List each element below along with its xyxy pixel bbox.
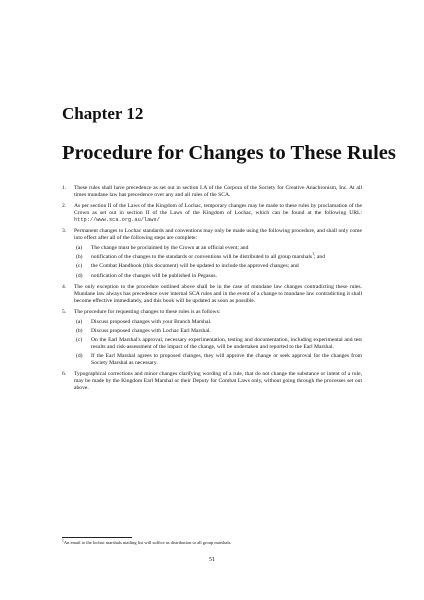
item-number: 3.	[62, 227, 67, 234]
sub-item	[74, 337, 362, 351]
item-number: 6.	[62, 371, 67, 378]
laws-url-link[interactable]: http://www.sca.org.au/laws/	[74, 216, 160, 223]
sub-item-label: (d)	[76, 272, 83, 279]
sub-list	[74, 319, 362, 368]
sub-item-label: (c)	[76, 263, 83, 270]
rules-list	[62, 185, 362, 396]
list-item	[62, 371, 362, 392]
item-number: 4.	[62, 283, 67, 290]
list-item	[62, 228, 362, 280]
chapter-label: Chapter 12	[62, 104, 144, 123]
sub-item	[74, 245, 362, 252]
sub-item-label: (b)	[76, 254, 83, 261]
footnote	[62, 540, 362, 546]
sub-item-label: (d)	[76, 353, 83, 360]
sub-item-text: Discuss proposed changes with your Branch Marshal.	[91, 318, 212, 325]
item-text: The procedure for requesting changes to these rules is as follows:	[74, 308, 221, 315]
item-text: Typographical corrections and minor changes clarifying wording of a rule, that do not change the substance or intent of a rule, may be made by the Kingdom Earl Marshal or their Deputy for Combat Laws only, without going through the processes set out above.	[74, 371, 362, 392]
list-item	[62, 284, 362, 305]
item-number: 2.	[62, 203, 67, 209]
list-item	[62, 203, 362, 224]
sub-item	[74, 254, 362, 261]
sub-item	[74, 263, 362, 270]
footnote-marker[interactable]: 1	[312, 252, 314, 257]
item-number: 1.	[62, 185, 67, 191]
sub-item-text: If the Earl Marshal agrees to proposed changes, they will approve the change or seek approval for the changes from Society Marshal as necessary.	[91, 353, 362, 367]
sub-item-label: (c)	[76, 337, 83, 344]
sub-item	[74, 273, 362, 280]
item-text: The only exception to the procedure outlined above shall be in the case of mundane law changes contradicting these rules. Mundane law always has precedence over internal SCA rules and in the event of a change to mundane law contradicting it shall become effective immediately, and this book will be updated as soon as possible.	[74, 283, 362, 304]
item-text: Permanent changes to Lochac standards and conventions may only be made using the following procedure, and shall only come into effect after all of the following steps are complete:	[74, 227, 362, 241]
sub-item-text: The change must be proclaimed by the Crown at an official event; and	[91, 244, 249, 251]
sub-item	[74, 328, 362, 335]
item-text: These rules shall have precedence as set out in section I.A of the Corpora of the Society for Creative Anachronism, Inc. At all times mundane law has precedence over any and all rules of the SCA.	[74, 185, 362, 198]
sub-item	[74, 353, 362, 367]
sub-item-label: (a)	[76, 318, 83, 325]
sub-item-text: Discuss proposed changes with Lochac Earl Marshal.	[91, 327, 211, 334]
list-item	[62, 309, 362, 368]
footnote-mark: 1	[62, 538, 64, 543]
sub-item-label: (a)	[76, 244, 83, 251]
footnote-divider	[62, 537, 132, 538]
sub-list	[74, 245, 362, 280]
sub-item-text: notification of the changes to the standards or conventions will be distributed to all group marshals	[91, 254, 313, 261]
sub-item-text: notification of the changes will be published in Pegasus.	[91, 272, 217, 279]
chapter-title: Procedure for Changes to These Rules	[62, 142, 396, 164]
footnote-text: An email to the lochac marshals mailing list will suffice as distribution to all group marshals.	[63, 540, 232, 545]
sub-item-text: the Combat Handbook (this document) will be updated to include the approved changes; and	[91, 263, 299, 270]
sub-item-label: (b)	[76, 327, 83, 334]
item-number: 5.	[62, 308, 67, 315]
sub-item-tail: ; and	[313, 254, 325, 261]
item-text: As per section II of the Laws of the Kingdom of Lochac, temporary changes may be made to these rules by proclamation of the Crown as set out in section II of the Laws of the Kingdom of Lochac, which can be found at the following URL:	[74, 203, 362, 216]
sub-item	[74, 319, 362, 326]
list-item	[62, 185, 362, 199]
sub-item-text: On the Earl Marshal's approval, necessary experimentation, testing and documentation, including experimental and test results and risk-assessment of the impact of the change, will be undertaken and reported to the Earl Marshal.	[91, 337, 362, 351]
page-number: 51	[209, 557, 215, 563]
